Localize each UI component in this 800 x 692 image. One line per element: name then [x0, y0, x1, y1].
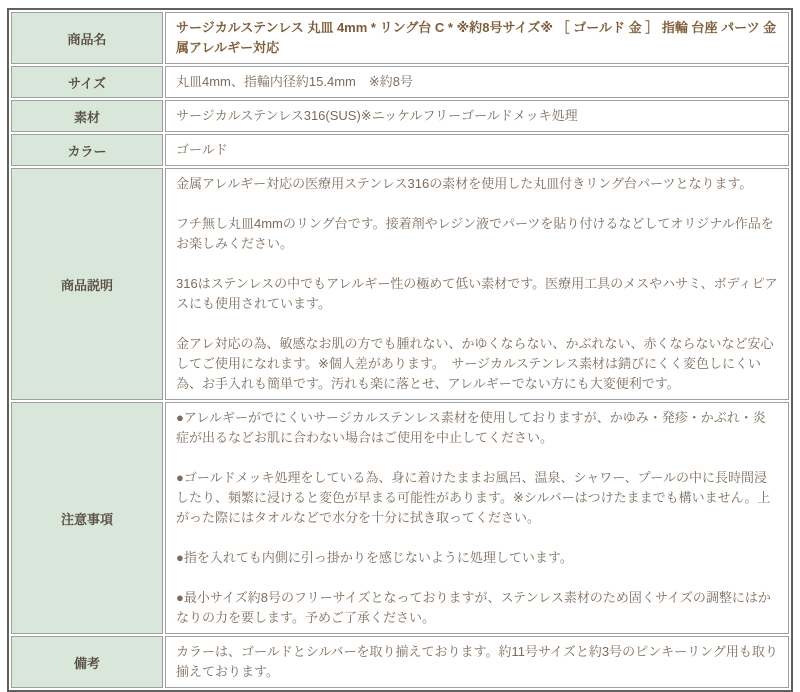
row-header-label: 素材 [11, 100, 163, 132]
row-content-cell [165, 134, 789, 166]
content-paragraph: 金属アレルギー対応の医療用ステンレス316の素材を使用した丸皿付きリング台パーツとなります。 [176, 176, 753, 191]
table-row [11, 134, 789, 166]
content-paragraph: ●指を入れても内側に引っ掛かりを感じないように処理しています。 [176, 550, 573, 565]
row-content-cell [165, 402, 789, 634]
row-header-label: カラー [11, 134, 163, 166]
content-paragraph: 金アレ対応の為、敏感なお肌の方でも腫れない、かゆくならない、かぶれない、赤くならないなど安心してご使用になれます。※個人差があります。 サージカルステンレス素材は錆びにくく変色しにくい為、お手入れも簡単です。汚れも楽に落とせ、アレルギーでない方にも大変便利です。 [176, 336, 774, 391]
content-paragraph: ゴールド [176, 142, 228, 157]
row-content-cell [165, 636, 789, 688]
content-paragraph: ●最小サイズ約8号のフリーサイズとなっておりますが、ステンレス素材のため固くサイズの調整にはかなりの力を要します。予めご了承ください。 [176, 590, 771, 625]
content-paragraph: 丸皿4mm、指輪内径約15.4mm ※約8号 [176, 74, 413, 89]
row-header-label: 備考 [11, 636, 163, 688]
row-content-cell [165, 100, 789, 132]
table-row [11, 402, 789, 634]
row-header-label: 商品名 [11, 12, 163, 64]
content-paragraph: ●ゴールドメッキ処理をしている為、身に着けたままお風呂、温泉、シャワー、プールの中に長時間浸したり、頻繁に浸けると変色が早まる可能性があります。※シルバーはつけたままでも構いません。上がった際にはタオルなどで水分を十分に拭き取ってください。 [176, 470, 771, 525]
content-paragraph: 316はステンレスの中でもアレルギー性の極めて低い素材です。医療用工具のメスやハサミ、ボディピアスにも使用されています。 [176, 276, 778, 311]
row-content-cell [165, 66, 789, 98]
table-row [11, 66, 789, 98]
table-row [11, 636, 789, 688]
row-content-cell [165, 168, 789, 400]
product-spec-table [7, 8, 793, 692]
content-paragraph: サージカルステンレス316(SUS)※ニッケルフリーゴールドメッキ処理 [176, 108, 578, 123]
table-row [11, 100, 789, 132]
row-header-label: 注意事項 [11, 402, 163, 634]
table-row [11, 168, 789, 400]
content-paragraph: サージカルステンレス 丸皿 4mm * リング台 C * ※約8号サイズ※ ［ ゴールド 金 ］ 指輪 台座 パーツ 金属アレルギー対応 [176, 20, 777, 55]
row-header-label: 商品説明 [11, 168, 163, 400]
content-paragraph: ●アレルギーがでにくいサージカルステンレス素材を使用しておりますが、かゆみ・発疹・かぶれ・炎症が出るなどお肌に合わない場合はご使用を中止してください。 [176, 410, 766, 445]
row-content-cell [165, 12, 789, 64]
row-header-label: サイズ [11, 66, 163, 98]
content-paragraph: カラーは、ゴールドとシルバーを取り揃えております。約11号サイズと約3号のピンキーリング用も取り揃えております。 [176, 644, 778, 679]
product-spec-table-body [11, 12, 789, 688]
content-paragraph: フチ無し丸皿4mmのリング台です。接着剤やレジン液でパーツを貼り付けるなどしてオリジナル作品をお楽しみください。 [176, 216, 774, 251]
table-row [11, 12, 789, 64]
